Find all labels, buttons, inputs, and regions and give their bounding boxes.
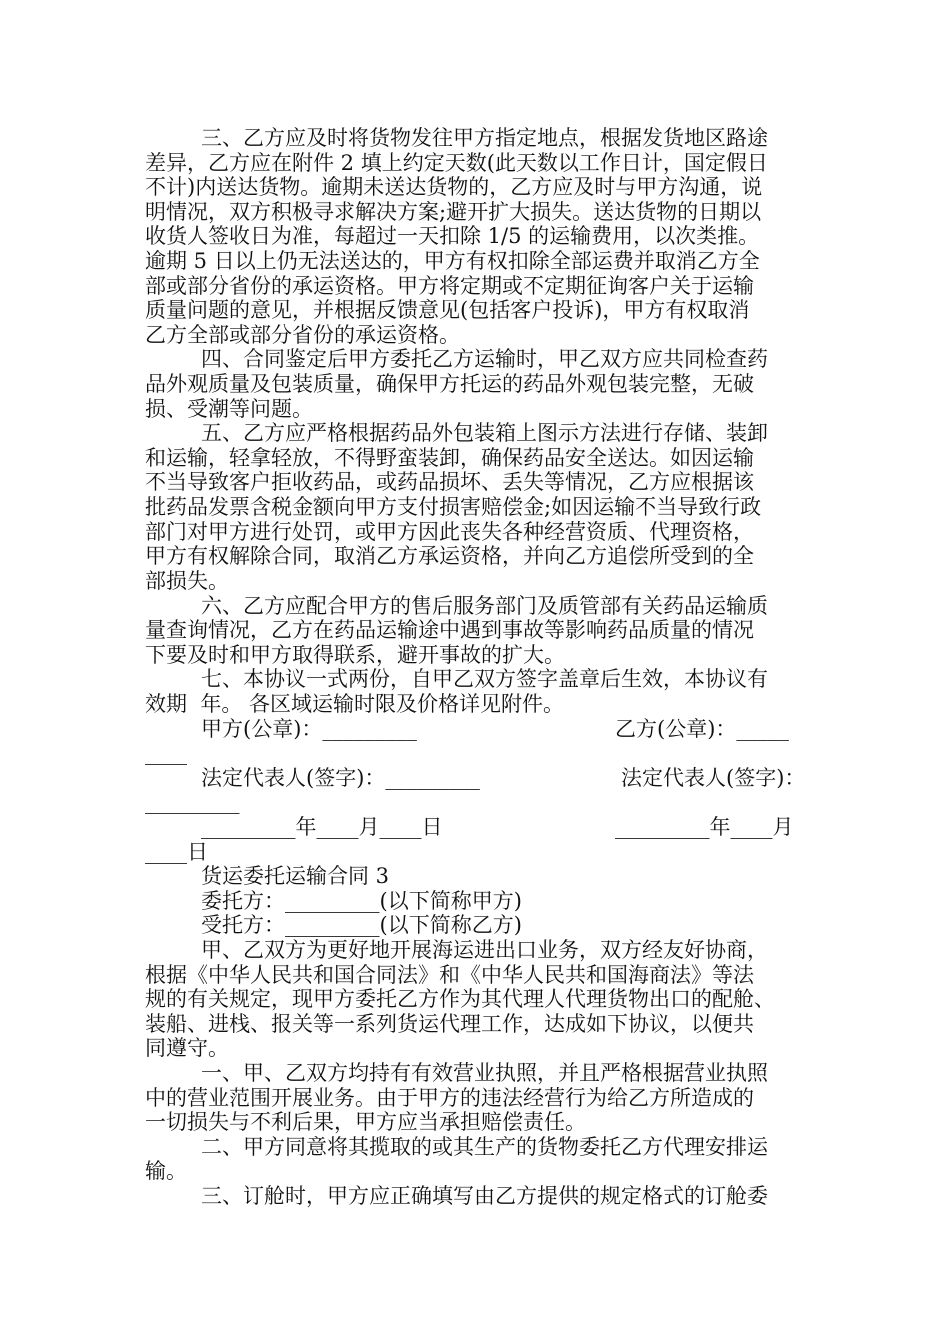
text-line: 同遵守。 bbox=[145, 1036, 229, 1060]
text-line: 五、乙方应严格根据药品外包装箱上图示方法进行存储、装卸 bbox=[201, 421, 768, 445]
text-line: 部或部分省份的承运资格。甲方将定期或不定期征询客户关于运输 bbox=[145, 274, 754, 298]
text-line: 部门对甲方进行处罚，或甲方因此丧失各种经营资质、代理资格， bbox=[145, 520, 754, 544]
text-line: 甲、乙双方为更好地开展海运进出口业务，双方经友好协商， bbox=[201, 938, 768, 962]
text-line: 质量问题的意见，并根据反馈意见(包括客户投诉)，甲方有权取消 bbox=[145, 298, 750, 322]
text-line: 效期 年。 各区域运输时限及价格详见附件。 bbox=[145, 692, 565, 716]
text-line: 品外观质量及包装质量，确保甲方托运的药品外观包装完整，无破 bbox=[145, 372, 754, 396]
party-a-seal-line: 甲方(公章)：_________ bbox=[201, 717, 417, 741]
text-line: 下要及时和甲方取得联系，避开事故的扩大。 bbox=[145, 643, 565, 667]
text-line: 三、乙方应及时将货物发往甲方指定地点，根据发货地区路途 bbox=[201, 126, 768, 150]
text-line: 一切损失与不利后果，甲方应当承担赔偿责任。 bbox=[145, 1110, 586, 1134]
date-continuation-line: ____日 bbox=[145, 840, 208, 864]
text-line: 四、合同鉴定后甲方委托乙方运输时，甲乙双方应共同检查药 bbox=[201, 347, 768, 371]
text-line: 乙方全部或部分省份的承运资格。 bbox=[145, 323, 460, 347]
text-line: 不计)内送达货物。逾期未送达货物的，乙方应及时与甲方沟通，说 bbox=[145, 175, 763, 199]
contract-title: 货运委托运输合同 3 bbox=[201, 864, 390, 888]
text-line: 三、订舱时，甲方应正确填写由乙方提供的规定格式的订舱委 bbox=[201, 1184, 768, 1208]
text-line: 不当导致客户拒收药品，或药品损坏、丢失等情况，乙方应根据该 bbox=[145, 470, 754, 494]
text-line: 七、本协议一式两份，自甲乙双方签字盖章后生效，本协议有 bbox=[201, 667, 768, 691]
text-line: 部损失。 bbox=[145, 569, 229, 593]
text-line: 规的有关规定，现甲方委托乙方作为其代理人代理货物出口的配舱、 bbox=[145, 987, 775, 1011]
party-a-date-line: _________年____月____日 bbox=[201, 815, 443, 839]
text-line: 差异，乙方应在附件 2 填上约定天数(此天数以工作日计，国定假日 bbox=[145, 151, 768, 175]
text-line: 和运输，轻拿轻放，不得野蛮装卸，确保药品安全送达。如因运输 bbox=[145, 446, 754, 470]
text-line: 一、甲、乙双方均持有有效营业执照，并且严格根据营业执照 bbox=[201, 1061, 768, 1085]
text-line: 收货人签收日为准，每超过一天扣除 1/5 的运输费用，以次类推。 bbox=[145, 224, 760, 248]
text-line: 逾期 5 日以上仍无法送达的，甲方有权扣除全部运费并取消乙方全 bbox=[145, 249, 760, 273]
party-b-seal-line: 乙方(公章)：_____ bbox=[615, 717, 789, 741]
party-a-representative-line: 法定代表人(签字)：_________ bbox=[201, 766, 480, 790]
text-line: 量查询情况，乙方在药品运输途中遇到事故等影响药品质量的情况 bbox=[145, 618, 754, 642]
text-line: 明情况，双方积极寻求解决方案;避开扩大损失。送达货物的日期以 bbox=[145, 200, 762, 224]
party-b-date-line: _________年____月 bbox=[615, 815, 794, 839]
text-line: 损、受潮等问题。 bbox=[145, 397, 313, 421]
agent-party-line: 受托方：_________(以下简称乙方) bbox=[201, 913, 522, 937]
party-b-representative-line: 法定代表人(签字)： bbox=[621, 766, 806, 790]
signature-blank-line: _________ bbox=[145, 790, 240, 814]
text-line: 批药品发票含税金额向甲方支付损害赔偿金;如因运输不当导致行政 bbox=[145, 495, 762, 519]
signature-blank-line: ____ bbox=[145, 741, 187, 765]
text-line: 二、甲方同意将其揽取的或其生产的货物委托乙方代理安排运 bbox=[201, 1135, 768, 1159]
client-party-line: 委托方：_________(以下简称甲方) bbox=[201, 889, 522, 913]
text-line: 六、乙方应配合甲方的售后服务部门及质管部有关药品运输质 bbox=[201, 594, 768, 618]
text-line: 根据《中华人民共和国合同法》和《中华人民共和国海商法》等法 bbox=[145, 963, 754, 987]
text-line: 中的营业范围开展业务。由于甲方的违法经营行为给乙方所造成的 bbox=[145, 1086, 754, 1110]
text-line: 装船、进栈、报关等一系列货运代理工作，达成如下协议，以便共 bbox=[145, 1012, 754, 1036]
text-line: 输。 bbox=[145, 1159, 187, 1183]
text-line: 甲方有权解除合同，取消乙方承运资格，并向乙方追偿所受到的全 bbox=[145, 544, 754, 568]
